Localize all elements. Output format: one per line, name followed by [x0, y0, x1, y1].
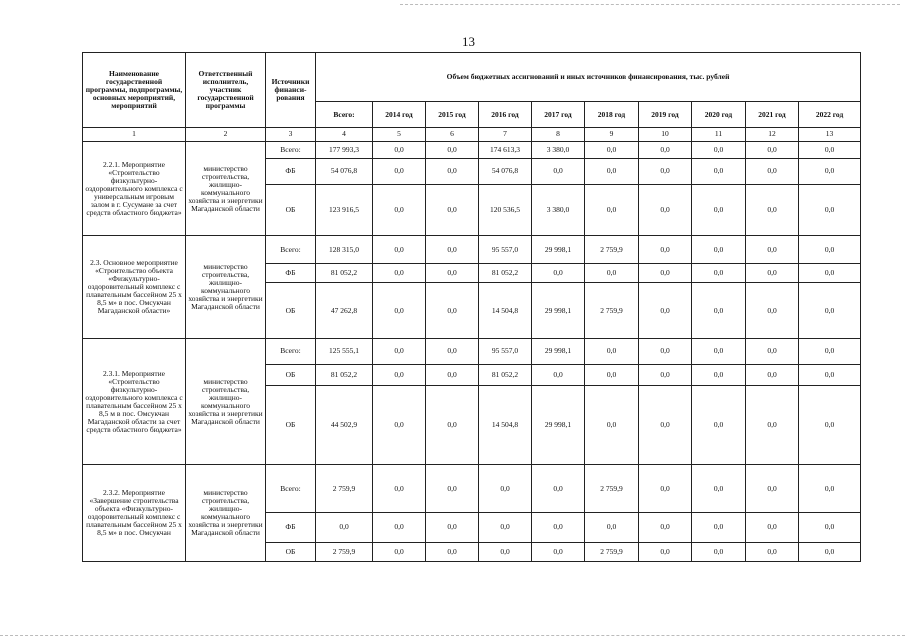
funding-source: Всего:: [266, 339, 316, 365]
year-value: 120 536,5: [479, 184, 532, 235]
total-value: 2 759,9: [316, 542, 373, 561]
year-value: 0,0: [373, 386, 426, 465]
measure-name: 2.3.2. Мероприятие «Завершение строительства объекта «Физкультурно-оздоровительный комплекс с плавательным бассейном 25 х 8,5 м» в пос. Омсукчан: [83, 465, 186, 562]
funding-source: ОБ: [266, 283, 316, 339]
header-year: 2016 год: [479, 102, 532, 128]
year-value: 0,0: [426, 236, 479, 264]
year-value: 0,0: [373, 542, 426, 561]
year-value: 0,0: [532, 264, 585, 283]
year-value: 0,0: [373, 283, 426, 339]
year-value: 3 380,0: [532, 184, 585, 235]
year-value: 0,0: [639, 339, 692, 365]
year-value: 0,0: [585, 264, 639, 283]
year-value: 0,0: [799, 542, 861, 561]
year-value: 0,0: [639, 184, 692, 235]
header-executor: Ответственный исполнитель, участник государственной программы: [186, 53, 266, 128]
column-index: 9: [585, 127, 639, 141]
year-value: 54 076,8: [479, 159, 532, 185]
year-value: 0,0: [799, 264, 861, 283]
funding-source: ОБ: [266, 184, 316, 235]
year-value: 0,0: [746, 236, 799, 264]
year-value: 0,0: [426, 141, 479, 158]
column-index: 10: [639, 127, 692, 141]
funding-source: ФБ: [266, 159, 316, 185]
header-year: 2021 год: [746, 102, 799, 128]
year-value: 3 380,0: [532, 141, 585, 158]
year-value: 0,0: [746, 512, 799, 542]
year-value: 0,0: [639, 512, 692, 542]
header-year: 2020 год: [692, 102, 746, 128]
year-value: 0,0: [746, 465, 799, 512]
column-index: 2: [186, 127, 266, 141]
total-value: 0,0: [316, 512, 373, 542]
year-value: 0,0: [692, 512, 746, 542]
measure-name: 2.3.1. Мероприятие «Строительство физкультурно-оздоровительного комплекса с плавательным бассейном 25 х 8,5 м в пос. Омсукчан Магаданской области за счет средств областного бюджета»: [83, 339, 186, 465]
year-value: 0,0: [639, 159, 692, 185]
year-value: 0,0: [426, 542, 479, 561]
total-value: 81 052,2: [316, 264, 373, 283]
year-value: 0,0: [746, 339, 799, 365]
year-value: 0,0: [799, 364, 861, 385]
header-year: 2022 год: [799, 102, 861, 128]
year-value: 0,0: [746, 364, 799, 385]
year-value: 0,0: [639, 542, 692, 561]
year-value: 0,0: [426, 512, 479, 542]
year-value: 2 759,9: [585, 465, 639, 512]
year-value: 0,0: [585, 184, 639, 235]
total-value: 54 076,8: [316, 159, 373, 185]
year-value: 0,0: [746, 542, 799, 561]
year-value: 0,0: [692, 465, 746, 512]
funding-source: ОБ: [266, 542, 316, 561]
scan-artifact-top: [400, 4, 900, 6]
year-value: 0,0: [373, 465, 426, 512]
year-value: 0,0: [639, 264, 692, 283]
total-value: 128 315,0: [316, 236, 373, 264]
column-index: 13: [799, 127, 861, 141]
year-value: 0,0: [639, 283, 692, 339]
executor-name: министерство строительства, жилищно-коммунального хозяйства и энергетики Магаданской области: [186, 339, 266, 465]
header-name: Наименование государственной программы, подпрограммы, основных мероприятий, мероприятий: [83, 53, 186, 128]
table-row: [83, 141, 861, 158]
year-value: 0,0: [692, 184, 746, 235]
year-value: 2 759,9: [585, 236, 639, 264]
executor-name: министерство строительства, жилищно-коммунального хозяйства и энергетики Магаданской области: [186, 465, 266, 562]
year-value: 0,0: [746, 159, 799, 185]
year-value: 0,0: [799, 465, 861, 512]
year-value: 0,0: [585, 386, 639, 465]
year-value: 29 998,1: [532, 339, 585, 365]
year-value: 81 052,2: [479, 364, 532, 385]
year-value: 0,0: [532, 159, 585, 185]
year-value: 0,0: [373, 364, 426, 385]
year-value: 14 504,8: [479, 283, 532, 339]
year-value: 0,0: [426, 159, 479, 185]
header-year: 2015 год: [426, 102, 479, 128]
total-value: 2 759,9: [316, 465, 373, 512]
year-value: 0,0: [373, 141, 426, 158]
page-number: 13: [462, 34, 475, 49]
year-value: 29 998,1: [532, 386, 585, 465]
funding-source: Всего:: [266, 141, 316, 158]
year-value: 0,0: [692, 283, 746, 339]
funding-source: ФБ: [266, 264, 316, 283]
year-value: 0,0: [692, 141, 746, 158]
year-value: 0,0: [426, 364, 479, 385]
year-value: 0,0: [426, 283, 479, 339]
total-value: 123 916,5: [316, 184, 373, 235]
funding-source: Всего:: [266, 465, 316, 512]
total-value: 177 993,3: [316, 141, 373, 158]
year-value: 0,0: [373, 159, 426, 185]
year-value: 0,0: [426, 184, 479, 235]
year-value: 0,0: [479, 512, 532, 542]
year-value: 0,0: [426, 264, 479, 283]
year-value: 0,0: [373, 264, 426, 283]
table-row: [83, 339, 861, 365]
measure-name: 2.2.1. Мероприятие «Строительство физкультурно-оздоровительного комплекса с универсальным игровым залом в г. Сусумане за счет средств областного бюджета»: [83, 141, 186, 235]
year-value: 0,0: [373, 512, 426, 542]
scan-artifact-bottom: [0, 635, 905, 637]
year-value: 0,0: [373, 184, 426, 235]
year-value: 0,0: [426, 386, 479, 465]
executor-name: министерство строительства, жилищно-коммунального хозяйства и энергетики Магаданской области: [186, 236, 266, 339]
year-value: 0,0: [639, 386, 692, 465]
year-value: 0,0: [639, 141, 692, 158]
column-index: 5: [373, 127, 426, 141]
year-value: 0,0: [532, 465, 585, 512]
header-year: 2017 год: [532, 102, 585, 128]
year-value: 2 759,9: [585, 542, 639, 561]
year-value: 0,0: [746, 184, 799, 235]
year-value: 0,0: [799, 339, 861, 365]
executor-name: министерство строительства, жилищно-коммунального хозяйства и энергетики Магаданской области: [186, 141, 266, 235]
table-row: [83, 465, 861, 512]
year-value: 0,0: [479, 465, 532, 512]
table-row: [83, 236, 861, 264]
funding-source: ОБ: [266, 364, 316, 385]
year-value: 29 998,1: [532, 283, 585, 339]
header-year: 2014 год: [373, 102, 426, 128]
year-value: 0,0: [799, 512, 861, 542]
funding-source: ФБ: [266, 512, 316, 542]
column-index: 3: [266, 127, 316, 141]
year-value: 0,0: [746, 141, 799, 158]
year-value: 0,0: [692, 236, 746, 264]
year-value: 0,0: [373, 339, 426, 365]
budget-table: [82, 52, 861, 562]
total-value: 47 262,8: [316, 283, 373, 339]
column-index: 12: [746, 127, 799, 141]
year-value: 0,0: [799, 184, 861, 235]
total-value: 81 052,2: [316, 364, 373, 385]
year-value: 0,0: [692, 386, 746, 465]
measure-name: 2.3. Основное мероприятие «Строительство объекта «Физкультурно-оздоровительный комплекс с плавательным бассейном 25 х 8,5 м» в пос. Омсукчан Магаданской области»: [83, 236, 186, 339]
funding-source: Всего:: [266, 236, 316, 264]
year-value: 0,0: [532, 364, 585, 385]
year-value: 0,0: [746, 264, 799, 283]
column-index: 11: [692, 127, 746, 141]
column-index: 8: [532, 127, 585, 141]
year-value: 0,0: [479, 542, 532, 561]
year-value: 0,0: [639, 465, 692, 512]
year-value: 0,0: [585, 339, 639, 365]
year-value: 81 052,2: [479, 264, 532, 283]
year-value: 0,0: [799, 386, 861, 465]
year-value: 0,0: [426, 339, 479, 365]
year-value: 0,0: [585, 141, 639, 158]
year-value: 95 557,0: [479, 339, 532, 365]
year-value: 0,0: [692, 159, 746, 185]
year-value: 0,0: [799, 159, 861, 185]
year-value: 0,0: [692, 264, 746, 283]
year-value: 0,0: [585, 364, 639, 385]
year-value: 0,0: [585, 512, 639, 542]
year-value: 0,0: [799, 283, 861, 339]
total-value: 125 555,1: [316, 339, 373, 365]
year-value: 0,0: [426, 465, 479, 512]
funding-source: ОБ: [266, 386, 316, 465]
year-value: 0,0: [639, 236, 692, 264]
year-value: 174 613,3: [479, 141, 532, 158]
total-value: 44 502,9: [316, 386, 373, 465]
header-year: 2019 год: [639, 102, 692, 128]
year-value: 0,0: [746, 386, 799, 465]
year-value: 0,0: [799, 236, 861, 264]
year-value: 95 557,0: [479, 236, 532, 264]
column-index: 1: [83, 127, 186, 141]
header-total: Всего:: [316, 102, 373, 128]
column-index: 7: [479, 127, 532, 141]
year-value: 29 998,1: [532, 236, 585, 264]
year-value: 0,0: [799, 141, 861, 158]
year-value: 0,0: [692, 364, 746, 385]
year-value: 0,0: [532, 542, 585, 561]
header-volume: Объем бюджетных ассигнований и иных источников финансирования, тыс. рублей: [316, 53, 861, 102]
column-index: 4: [316, 127, 373, 141]
year-value: 0,0: [532, 512, 585, 542]
year-value: 0,0: [692, 339, 746, 365]
header-year: 2018 год: [585, 102, 639, 128]
year-value: 14 504,8: [479, 386, 532, 465]
year-value: 0,0: [692, 542, 746, 561]
year-value: 2 759,9: [585, 283, 639, 339]
year-value: 0,0: [373, 236, 426, 264]
column-index-row: [83, 127, 861, 141]
year-value: 0,0: [639, 364, 692, 385]
header-sources: Источники финанси-рования: [266, 53, 316, 128]
year-value: 0,0: [585, 159, 639, 185]
column-index: 6: [426, 127, 479, 141]
year-value: 0,0: [746, 283, 799, 339]
